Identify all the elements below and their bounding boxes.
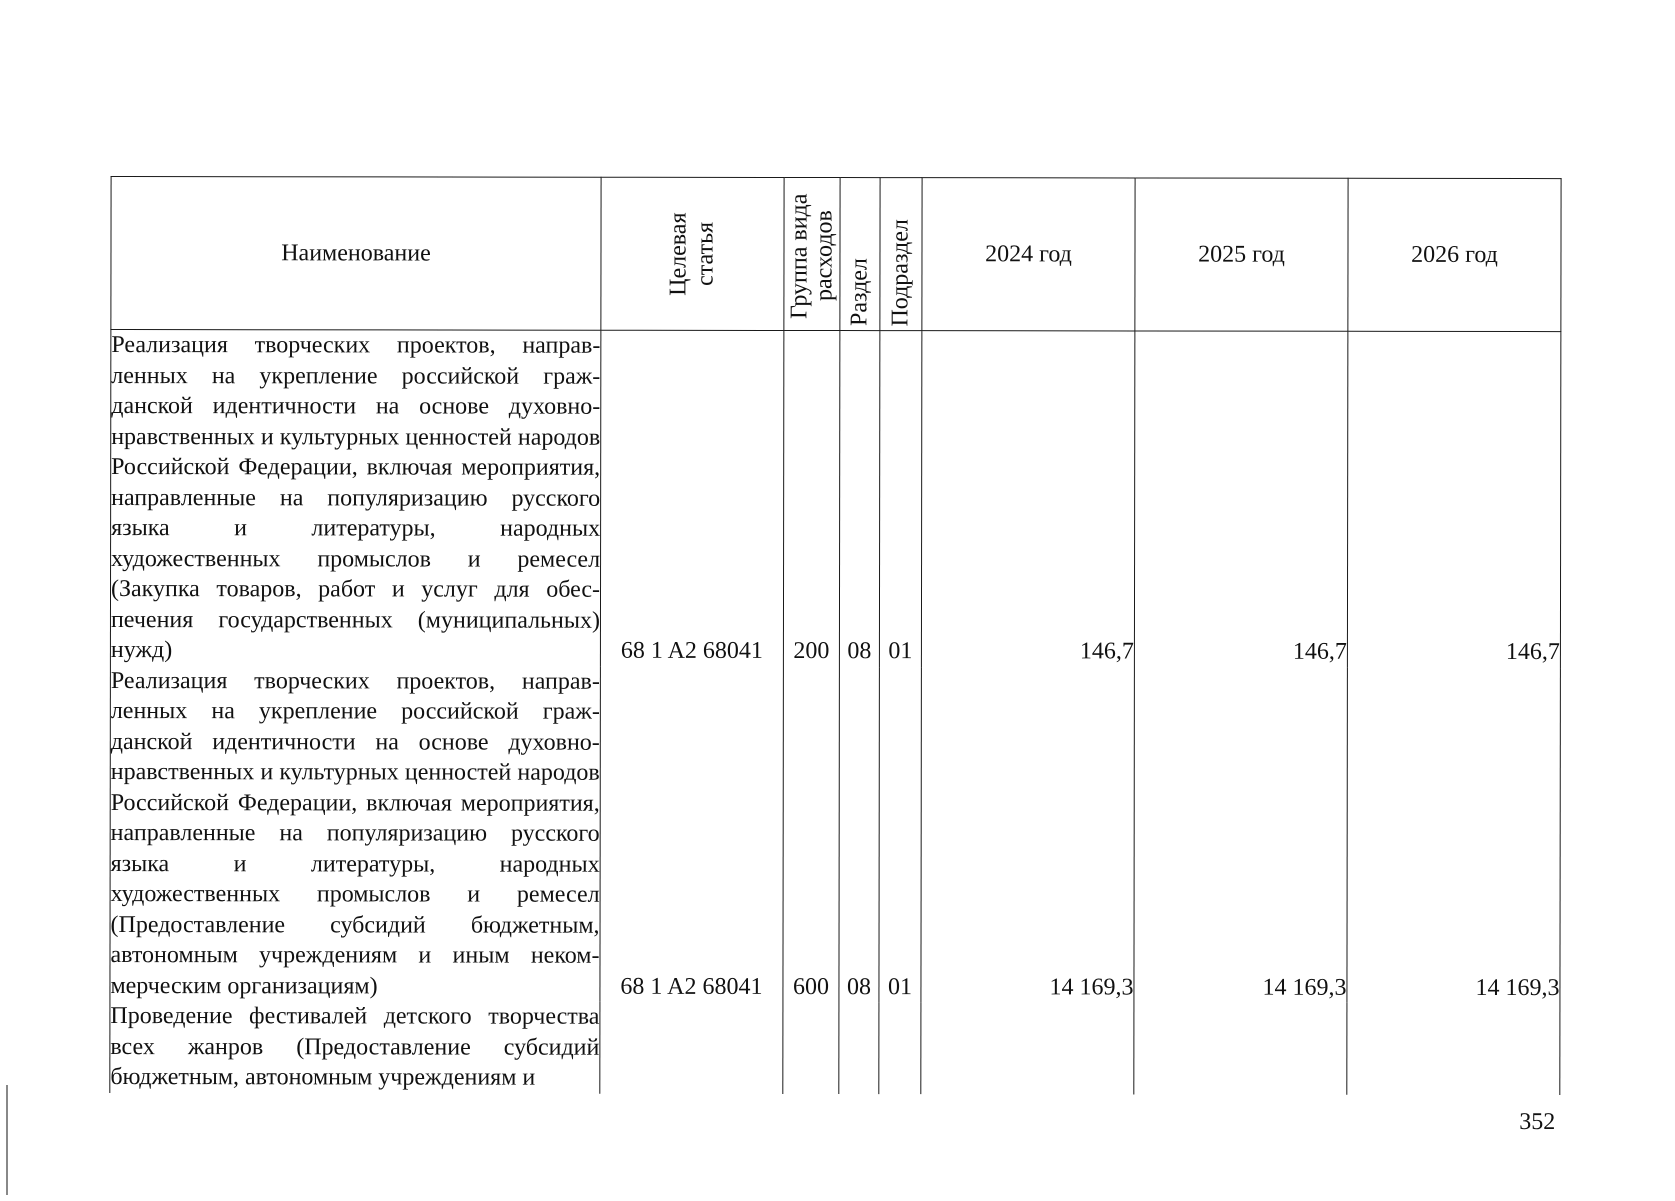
row-amount-2026: 14 169,3 [1347,667,1560,1003]
header-year-2024: 2024 год [922,178,1135,331]
table-row-partial [110,1001,1560,1095]
row-name [110,1001,600,1094]
header-section-label: Раздел [846,258,873,327]
row-amount-2026: 146,7 [1347,331,1560,667]
header-target-article [601,177,784,330]
row-expense-group [783,1002,839,1094]
row-name: Реализация творческих проектов, направленных на укрепление российской гражданской идентичности на основе духовно-нравственных и культурных ценностей народов Российской Федерации, включая мероприятия, направленные на популяризацию русского языка и литературы, народных художественных промыслов и ремесел (Закупка товаров, работ и услуг для обеспечения государственных (муниципальных) нужд) [110,330,600,667]
budget-table [109,176,1561,1095]
row-expense-group: 200 [783,330,839,666]
row-amount-2026 [1347,1003,1560,1095]
row-amount-2025: 146,7 [1134,331,1347,667]
row-amount-2025 [1134,1002,1347,1094]
header-subsection [880,178,922,331]
row-name-text: Проведение фестивалей детского творчества всех жанров (Предоставление субсидий бюджетным, автономным учреждениям и [110,1003,600,1091]
row-expense-group: 600 [783,666,839,1002]
row-target-article: 68 1 A2 68041 [600,666,783,1002]
header-expense-group [784,177,840,330]
header-expense-group-label: Группа вида расходов [785,193,838,319]
row-amount-2024: 14 169,3 [921,667,1134,1003]
row-target-article [600,1002,783,1094]
row-amount-2025: 14 169,3 [1134,667,1347,1003]
row-section: 08 [839,331,879,667]
row-name: Реализация творческих проектов, направленных на укрепление российской гражданской идентичности на основе духовно-нравственных и культурных ценностей народов Российской Федерации, включая мероприятия, направленные на популяризацию русского языка и литературы, народных художественных промыслов и ремесел (Предоставление субсидий бюджетным, автономным учреждениям и иным некоммерческим организациям) [110,666,600,1002]
table-header-row [111,177,1561,332]
header-subsection-label: Подраздел [887,218,914,327]
row-amount-2024 [921,1002,1134,1094]
row-subsection: 01 [879,667,921,1003]
header-section [840,178,880,331]
row-target-article: 68 1 A2 68041 [600,330,783,666]
table-row [110,666,1560,1004]
header-name: Наименование [111,177,601,331]
row-subsection [879,1002,921,1094]
table-row [110,330,1560,668]
header-year-2026: 2026 год [1348,178,1561,331]
header-target-article-label: Целевая статья [665,212,719,296]
row-section: 08 [839,667,879,1003]
header-year-2025: 2025 год [1135,178,1348,331]
row-amount-2024: 146,7 [921,331,1134,667]
row-section [839,1002,879,1094]
row-subsection: 01 [879,331,921,667]
page-number: 352 [1519,1109,1556,1136]
